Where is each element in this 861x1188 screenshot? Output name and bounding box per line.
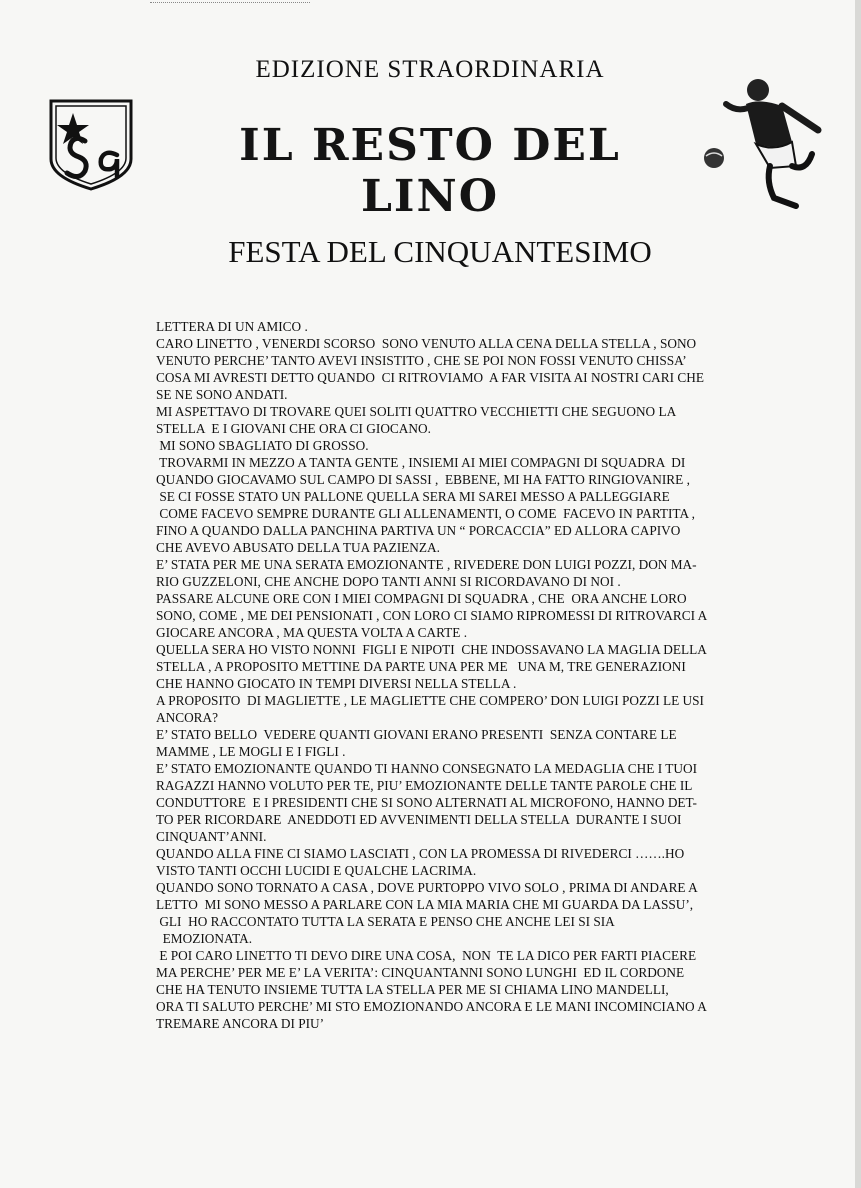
letter-line: GIOCARE ANCORA , MA QUESTA VOLTA A CARTE . xyxy=(156,625,468,640)
letter-line: TO PER RICORDARE ANEDDOTI ED AVVENIMENTI DELLA STELLA DURANTE I SUOI xyxy=(156,812,682,827)
letter-line: PASSARE ALCUNE ORE CON I MIEI COMPAGNI DI SQUADRA , CHE ORA ANCHE LORO xyxy=(156,591,687,606)
letter-body xyxy=(156,318,756,1032)
letter-line: TROVARMI IN MEZZO A TANTA GENTE , INSIEMI AI MIEI COMPAGNI DI SQUADRA DI xyxy=(156,455,686,470)
letter-line: SE NE SONO ANDATI. xyxy=(156,387,288,402)
letter-line: RIO GUZZELONI, CHE ANCHE DOPO TANTI ANNI SI RICORDAVANO DI NOI . xyxy=(156,574,621,589)
letter-line: QUANDO ALLA FINE CI SIAMO LASCIATI , CON LA PROMESSA DI RIVEDERCI …….HO xyxy=(156,846,685,861)
letter-line: SE CI FOSSE STATO UN PALLONE QUELLA SERA MI SAREI MESSO A PALLEGGIARE xyxy=(156,489,670,504)
letter-line: STELLA E I GIOVANI CHE ORA CI GIOCANO. xyxy=(156,421,431,436)
letter-line: LETTO MI SONO MESSO A PARLARE CON LA MIA MARIA CHE MI GUARDA DA LASSU’, xyxy=(156,897,694,912)
letter-line: QUANDO GIOCAVAMO SUL CAMPO DI SASSI , EBBENE, MI HA FATTO RINGIOVANIRE , xyxy=(156,472,690,487)
letter-line: E POI CARO LINETTO TI DEVO DIRE UNA COSA, NON TE LA DICO PER FARTI PIACERE xyxy=(156,948,697,963)
letter-line: EMOZIONATA. xyxy=(156,931,253,946)
letter-line: MI SONO SBAGLIATO DI GROSSO. xyxy=(156,438,369,453)
masthead-title: IL RESTO DEL LINO xyxy=(239,120,621,222)
letter-line: E’ STATO BELLO VEDERE QUANTI GIOVANI ERANO PRESENTI SENZA CONTARE LE xyxy=(156,727,677,742)
letter-line: E’ STATA PER ME UNA SERATA EMOZIONANTE , RIVEDERE DON LUIGI POZZI, DON MA- xyxy=(156,557,697,572)
stella-shield-logo xyxy=(47,97,135,192)
letter-line: ORA TI SALUTO PERCHE’ MI STO EMOZIONANDO ANCORA E LE MANI INCOMINCIANO A xyxy=(156,999,707,1014)
letter-line: ANCORA? xyxy=(156,710,219,725)
letter-line: QUANDO SONO TORNATO A CASA , DOVE PURTOPPO VIVO SOLO , PRIMA DI ANDARE A xyxy=(156,880,698,895)
letter-line: MA PERCHE’ PER ME E’ LA VERITA’: CINQUANTANNI SONO LUNGHI ED IL CORDONE xyxy=(156,965,685,980)
letter-line: STELLA , A PROPOSITO METTINE DA PARTE UNA PER ME UNA M, TRE GENERAZIONI xyxy=(156,659,686,674)
page-headline: FESTA DEL CINQUANTESIMO xyxy=(228,234,652,269)
scan-mark xyxy=(150,2,310,5)
letter-line: RAGAZZI HANNO VOLUTO PER TE, PIU’ EMOZIONANTE DELLE TANTE PAROLE CHE IL xyxy=(156,778,693,793)
page-edge xyxy=(855,0,861,1188)
letter-line: MI ASPETTAVO DI TROVARE QUEI SOLITI QUATTRO VECCHIETTI CHE SEGUONO LA xyxy=(156,404,677,419)
letter-line: TREMARE ANCORA DI PIU’ xyxy=(156,1016,325,1031)
letter-line: CHE HANNO GIOCATO IN TEMPI DIVERSI NELLA STELLA . xyxy=(156,676,517,691)
letter-line: LETTERA DI UN AMICO . xyxy=(156,319,308,334)
letter-line: COSA MI AVRESTI DETTO QUANDO CI RITROVIAMO A FAR VISITA AI NOSTRI CARI CHE xyxy=(156,370,704,385)
letter-line: CHE HA TENUTO INSIEME TUTTA LA STELLA PER ME SI CHIAMA LINO MANDELLI, xyxy=(156,982,669,997)
letter-line: CONDUTTORE E I PRESIDENTI CHE SI SONO ALTERNATI AL MICROFONO, HANNO DET- xyxy=(156,795,697,810)
letter-line: FINO A QUANDO DALLA PANCHINA PARTIVA UN “ PORCACCIA” ED ALLORA CAPIVO xyxy=(156,523,681,538)
letter-line: VENUTO PERCHE’ TANTO AVEVI INSISTITO , CHE SE POI NON FOSSI VENUTO CHISSA’ xyxy=(156,353,687,368)
letter-line: COME FACEVO SEMPRE DURANTE GLI ALLENAMENTI, O COME FACEVO IN PARTITA , xyxy=(156,506,696,521)
edition-label: EDIZIONE STRAORDINARIA xyxy=(255,56,605,83)
letter-line: CHE AVEVO ABUSATO DELLA TUA PAZIENZA. xyxy=(156,540,440,555)
letter-line: CINQUANT’ANNI. xyxy=(156,829,267,844)
letter-line: CARO LINETTO , VENERDI SCORSO SONO VENUTO ALLA CENA DELLA STELLA , SONO xyxy=(156,336,697,351)
letter-line: A PROPOSITO DI MAGLIETTE , LE MAGLIETTE CHE COMPERO’ DON LUIGI POZZI LE USI xyxy=(156,693,704,708)
letter-line: E’ STATO EMOZIONANTE QUANDO TI HANNO CONSEGNATO LA MEDAGLIA CHE I TUOI xyxy=(156,761,697,776)
letter-line: GLI HO RACCONTATO TUTTA LA SERATA E PENSO CHE ANCHE LEI SI SIA xyxy=(156,914,615,929)
football-player-icon xyxy=(700,72,830,214)
letter-line: QUELLA SERA HO VISTO NONNI FIGLI E NIPOTI CHE INDOSSAVANO LA MAGLIA DELLA xyxy=(156,642,707,657)
letter-line: MAMME , LE MOGLI E I FIGLI . xyxy=(156,744,346,759)
letter-line: SONO, COME , ME DEI PENSIONATI , CON LORO CI SIAMO RIPROMESSI DI RITROVARCI A xyxy=(156,608,708,623)
letter-line: VISTO TANTI OCCHI LUCIDI E QUALCHE LACRIMA. xyxy=(156,863,477,878)
